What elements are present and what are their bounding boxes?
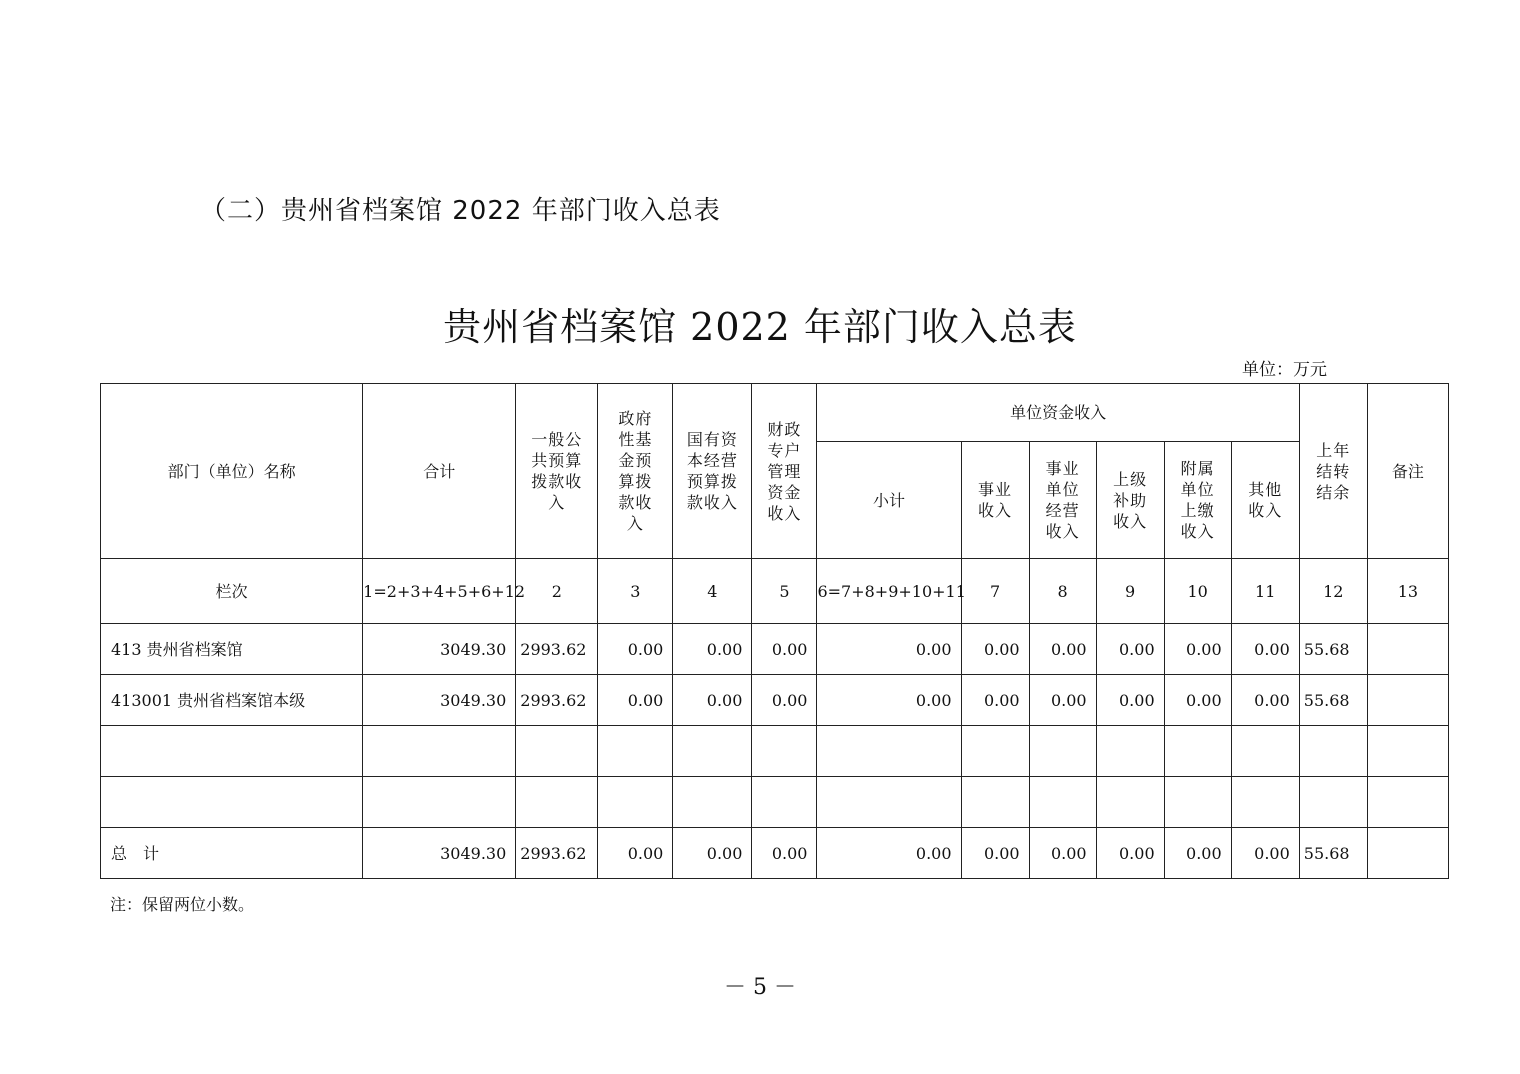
table-row [101,624,1449,675]
total-row-affiliated-income: 0.00 [1164,828,1231,879]
column-index-cell: 8 [1029,559,1096,624]
empty-cell [817,777,961,828]
empty-cell [961,726,1029,777]
header-business-income [961,442,1029,559]
column-index-cell: 9 [1096,559,1164,624]
row-remarks [1367,624,1448,675]
row-total: 3049.30 [363,624,516,675]
table-title: 贵州省档案馆 2022 年部门收入总表 [443,305,1077,349]
empty-cell [1299,726,1367,777]
header-general-budget-label: 一般公 共预算 拨款收 入 [531,430,583,512]
column-index-cell: 7 [961,559,1029,624]
header-affiliated-income [1164,442,1231,559]
row-state-capital: 0.00 [673,624,752,675]
empty-row [101,777,1449,828]
empty-cell [598,777,673,828]
header-remarks [1367,384,1448,559]
empty-cell [1231,777,1299,828]
header-subsidy-income-label: 上级 补助 收入 [1113,469,1148,531]
income-summary-table [100,383,1449,879]
row-state-capital: 0.00 [673,675,752,726]
empty-cell [516,726,598,777]
row-operating-income: 0.00 [1029,624,1096,675]
header-dept-name [101,384,363,559]
empty-cell [1164,726,1231,777]
row-business-income: 0.00 [961,624,1029,675]
header-row-1 [101,384,1449,442]
column-index-row [101,559,1449,624]
row-total: 3049.30 [363,675,516,726]
row-other-income: 0.00 [1231,624,1299,675]
total-row-fiscal-special: 0.00 [752,828,817,879]
empty-cell [1299,777,1367,828]
header-fiscal-special [752,384,817,559]
empty-cell [1164,777,1231,828]
empty-cell [961,777,1029,828]
empty-cell [363,777,516,828]
header-state-capital-label: 国有资 本经营 预算拨 款收入 [686,430,738,512]
total-row-subtotal: 0.00 [817,828,961,879]
row-other-income: 0.00 [1231,675,1299,726]
column-index-cell: 13 [1367,559,1448,624]
total-row-general-budget: 2993.62 [516,828,598,879]
empty-cell [1096,726,1164,777]
header-other-income-label: 其他 收入 [1248,480,1283,520]
empty-cell [363,726,516,777]
total-row-business-income: 0.00 [961,828,1029,879]
page-number: － 5 － [724,975,796,1000]
header-dept-name-label: 部门（单位）名称 [167,461,296,481]
header-carryover-label: 上年 结转 结余 [1316,440,1351,502]
empty-cell [101,777,363,828]
header-fiscal-special-label: 财政 专户 管理 资金 收入 [767,419,802,523]
column-index-cell: 12 [1299,559,1367,624]
column-index-cell: 2 [516,559,598,624]
header-affiliated-income-label: 附属 单位 上缴 收入 [1180,459,1215,541]
column-index-label: 栏次 [101,559,363,624]
row-fiscal-special: 0.00 [752,624,817,675]
column-index-cell: 3 [598,559,673,624]
total-row-total: 3049.30 [363,828,516,879]
row-dept-name: 413 贵州省档案馆 [101,624,363,675]
empty-cell [1367,777,1448,828]
row-subsidy-income: 0.00 [1096,624,1164,675]
column-index-cell: 5 [752,559,817,624]
total-row-other-income: 0.00 [1231,828,1299,879]
header-business-income-label: 事业 收入 [978,480,1013,520]
empty-cell [101,726,363,777]
header-subtotal [817,442,961,559]
empty-cell [598,726,673,777]
header-unit-funds-group [817,384,1299,442]
row-general-budget: 2993.62 [516,624,598,675]
empty-cell [1231,726,1299,777]
total-row-gov-fund: 0.00 [598,828,673,879]
empty-cell [1367,726,1448,777]
empty-cell [1096,777,1164,828]
header-carryover [1299,384,1367,559]
row-dept-name: 413001 贵州省档案馆本级 [101,675,363,726]
empty-row [101,726,1449,777]
empty-cell [673,777,752,828]
column-index-cell: 1=2+3+4+5+6+12 [363,559,516,624]
row-gov-fund: 0.00 [598,624,673,675]
header-subsidy-income [1096,442,1164,559]
row-subtotal: 0.00 [817,624,961,675]
row-affiliated-income: 0.00 [1164,675,1231,726]
header-operating-income-label: 事业 单位 经营 收入 [1045,459,1080,541]
total-row-state-capital: 0.00 [673,828,752,879]
empty-cell [752,726,817,777]
header-other-income [1231,442,1299,559]
column-index-cell: 4 [673,559,752,624]
empty-cell [1029,726,1096,777]
header-gov-fund-label: 政府 性基 金预 算拨 款收 入 [618,409,653,533]
column-index-cell: 6=7+8+9+10+11 [817,559,961,624]
row-general-budget: 2993.62 [516,675,598,726]
empty-cell [673,726,752,777]
total-row-remarks [1367,828,1448,879]
total-row-carryover: 55.68 [1299,828,1367,879]
total-row-operating-income: 0.00 [1029,828,1096,879]
header-general-budget [516,384,598,559]
total-row [101,828,1449,879]
total-row-label: 总 计 [101,828,363,879]
header-total-label: 合计 [423,461,456,481]
column-index-cell: 10 [1164,559,1231,624]
empty-cell [1029,777,1096,828]
column-index-cell: 11 [1231,559,1299,624]
total-row-subsidy-income: 0.00 [1096,828,1164,879]
row-carryover: 55.68 [1299,624,1367,675]
header-gov-fund [598,384,673,559]
empty-cell [516,777,598,828]
row-subtotal: 0.00 [817,675,961,726]
header-subtotal-label: 小计 [872,490,905,510]
row-operating-income: 0.00 [1029,675,1096,726]
row-gov-fund: 0.00 [598,675,673,726]
section-heading: （二）贵州省档案馆 2022 年部门收入总表 [200,196,721,226]
empty-cell [752,777,817,828]
row-fiscal-special: 0.00 [752,675,817,726]
row-affiliated-income: 0.00 [1164,624,1231,675]
row-business-income: 0.00 [961,675,1029,726]
table-row [101,675,1449,726]
row-carryover: 55.68 [1299,675,1367,726]
unit-label: 单位：万元 [1242,360,1327,380]
table-note: 注：保留两位小数。 [110,895,255,914]
empty-cell [817,726,961,777]
header-total [363,384,516,559]
row-subsidy-income: 0.00 [1096,675,1164,726]
header-operating-income [1029,442,1096,559]
header-remarks-label: 备注 [1391,461,1424,481]
header-unit-funds-group-label: 单位资金收入 [1010,403,1107,422]
header-state-capital [673,384,752,559]
row-remarks [1367,675,1448,726]
